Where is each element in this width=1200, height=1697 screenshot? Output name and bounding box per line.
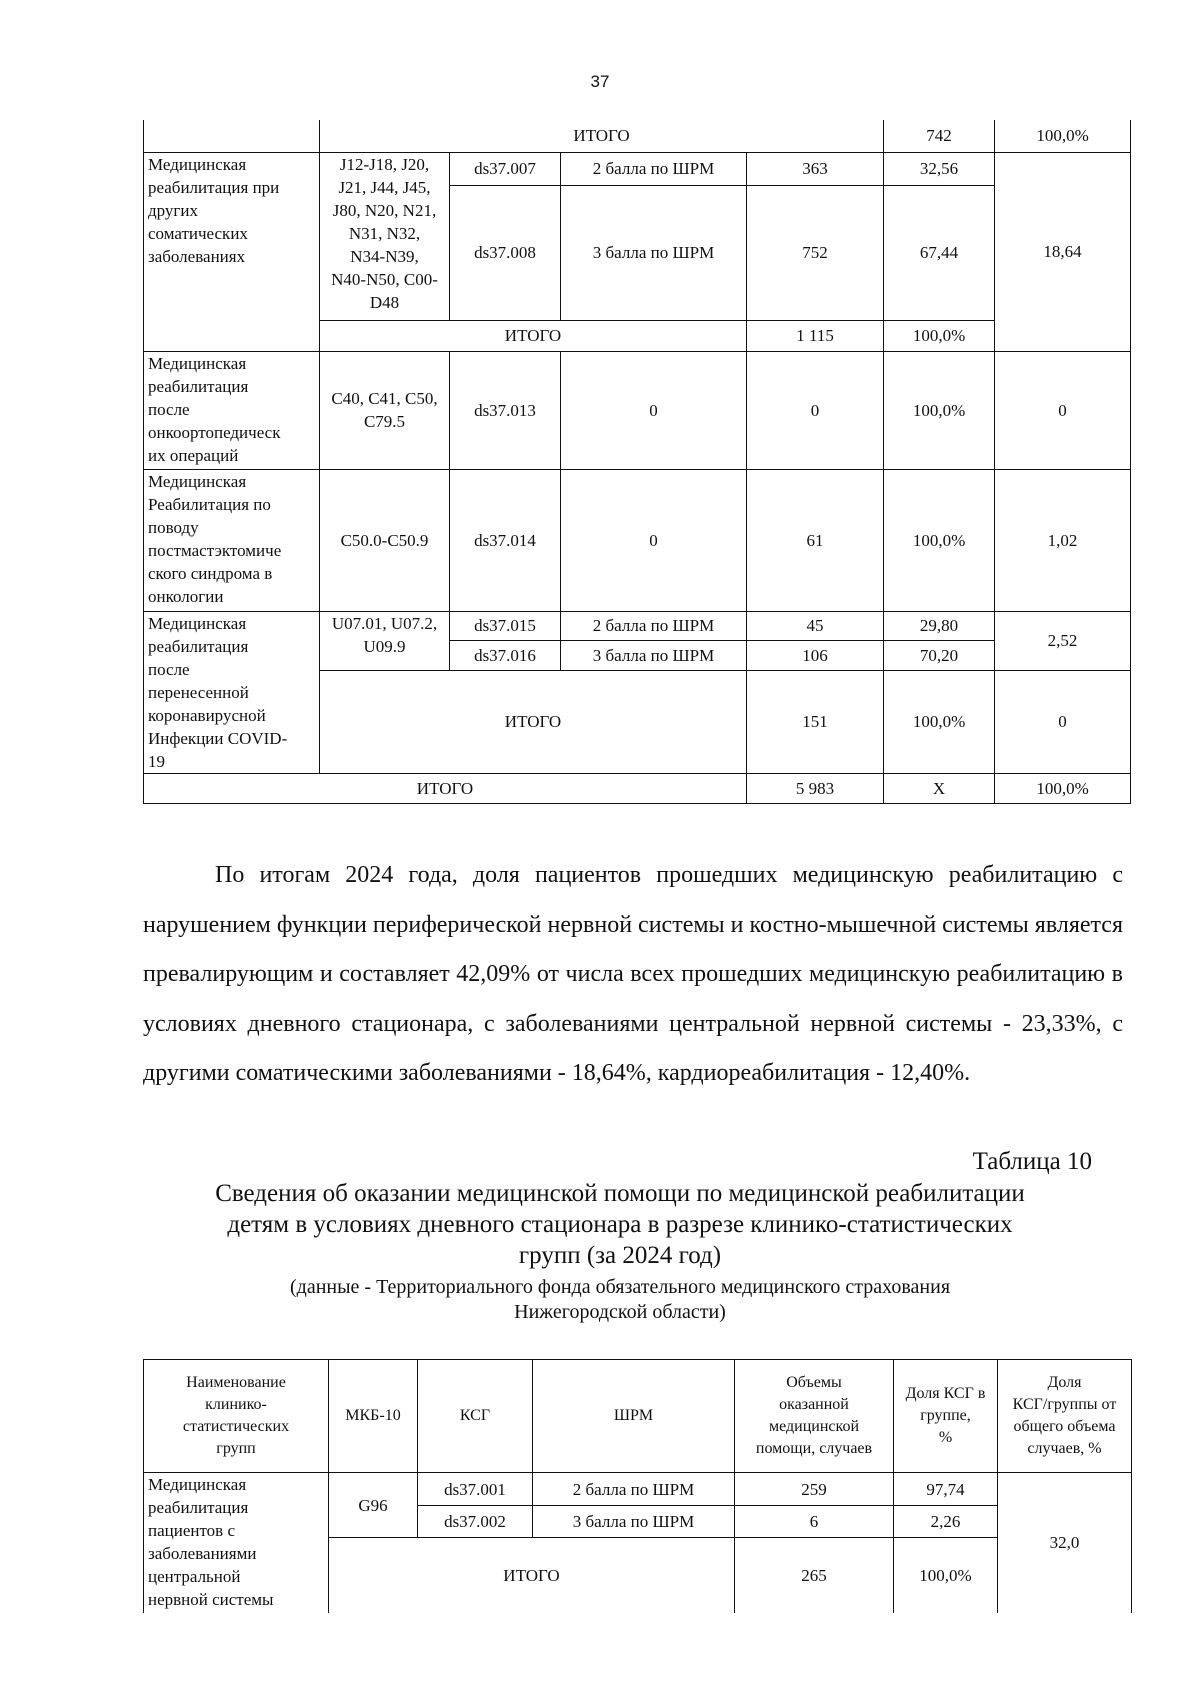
shrm-cell: 3 балла по ШРМ [533,1506,735,1538]
header-row [144,1360,1132,1473]
total-share-cell: 2,52 [995,611,1131,670]
total-share-cell: 0 [995,670,1131,773]
shrm-cell: 2 балла по ШРМ [561,611,747,640]
total-share-cell: 32,0 [998,1473,1132,1613]
mkb-codes: C40, C41, C50, C79.5 [320,351,450,469]
col-header-total-share: Доля КСГ/группы от общего объема случаев, % [998,1360,1132,1473]
volume-cell: 363 [747,152,884,185]
col-header-ksg: КСГ [418,1360,533,1473]
ksg-cell: ds37.015 [450,611,561,640]
mkb-codes: J12-J18, J20, J21, J44, J45, J80, N20, N21, N31, N32, N34-N39, N40-N50, C00- D48 [320,152,450,320]
ksg-cell: ds37.008 [450,185,561,320]
table-row [144,152,1131,185]
volume-cell: 6 [735,1506,894,1538]
table-row [144,1473,1132,1506]
col-header-share: Доля КСГ в группе, % [894,1360,998,1473]
ksg-cell: ds37.014 [450,469,561,611]
ksg-cell: ds37.016 [450,640,561,670]
volume-cell: 259 [735,1473,894,1506]
itogo-label: ИТОГО [329,1538,735,1613]
share-cell: 67,44 [884,185,995,320]
table-row [144,469,1131,611]
ksg-cell: ds37.013 [450,351,561,469]
shrm-cell: 0 [561,351,747,469]
shrm-cell: 2 балла по ШРМ [561,152,747,185]
ksg-cell: ds37.007 [450,152,561,185]
shrm-cell: 0 [561,469,747,611]
itogo-label: ИТОГО [144,773,747,803]
volume-cell: 752 [747,185,884,320]
ksg-cell: ds37.002 [418,1506,533,1538]
itogo-label: ИТОГО [320,670,747,773]
table-row [144,351,1131,469]
total-share-cell: 18,64 [995,152,1131,351]
volume-cell: 106 [747,640,884,670]
mkb-codes: G96 [329,1473,418,1538]
group-name: Медицинская реабилитация пациентов с заболеваниями центральной нервной системы [144,1473,329,1613]
mkb-codes: C50.0-C50.9 [320,469,450,611]
group-name: Медицинская реабилитация после онкоортопедическ их операций [144,351,320,469]
total-share-cell: 0 [995,351,1131,469]
share-cell: 29,80 [884,611,995,640]
shrm-cell: 3 балла по ШРМ [561,185,747,320]
share-cell: 100,0% [884,670,995,773]
table-number: Таблица 10 [972,1148,1092,1175]
volume-cell: 1 115 [747,320,884,351]
total-share-cell: 1,02 [995,469,1131,611]
volume-cell: 742 [884,120,995,152]
share-cell: X [884,773,995,803]
group-name: Медицинская реабилитация при других соматических заболеваниях [144,152,320,351]
share-cell: 100,0% [894,1538,998,1613]
volume-cell: 265 [735,1538,894,1613]
share-cell: 97,74 [894,1473,998,1506]
table-caption: Сведения об оказании медицинской помощи по медицинской реабилитации детям в условиях дневного стационара в разрезе клинико-статистических групп (за 2024 год) [215,1180,1025,1269]
shrm-cell: 2 балла по ШРМ [533,1473,735,1506]
itogo-label: ИТОГО [320,320,747,351]
table-row [144,120,1131,152]
table-row [144,611,1131,640]
shrm-cell: 3 балла по ШРМ [561,640,747,670]
share-cell: 100,0% [995,120,1131,152]
share-cell: 70,20 [884,640,995,670]
mkb-codes: U07.01, U07.2, U09.9 [320,611,450,670]
volume-cell: 61 [747,469,884,611]
children-rehab-table [143,1359,1132,1613]
share-cell: 100,0% [884,469,995,611]
itogo-label: ИТОГО [320,120,884,152]
volume-cell: 5 983 [747,773,884,803]
volume-cell: 45 [747,611,884,640]
share-cell: 100,0% [884,351,995,469]
group-name: Медицинская реабилитация после перенесенной коронавирусной Инфекции COVID- 19 [144,611,320,773]
grand-total-row [144,773,1131,803]
col-header-volume: Объемы оказанной медицинской помощи, случаев [735,1360,894,1473]
col-header-shrm: ШРМ [533,1360,735,1473]
summary-paragraph: По итогам 2024 года, доля пациентов прошедших медицинскую реабилитацию с нарушением функции периферической нервной системы и костно-мышечной системы является превалирующим и составляет 42,09% от числа всех прошедших медицинскую реабилитацию в условиях дневного стационара, с заболеваниями центральной нервной системы - 23,33%, с другими соматическими заболеваниями - 18,64%, кардиореабилитация - 12,40%. [143,862,1123,1086]
volume-cell: 0 [747,351,884,469]
group-name: Медицинская Реабилитация по поводу постмастэктомиче ского синдрома в онкологии [144,469,320,611]
table-source: (данные - Территориального фонда обязательного медицинского страхования Нижегородской области) [289,1276,951,1323]
share-cell: 100,0% [884,320,995,351]
col-header-group: Наименование клинико- статистических групп [144,1360,329,1473]
share-cell: 32,56 [884,152,995,185]
share-cell: 2,26 [894,1506,998,1538]
page-number: 37 [590,72,610,91]
volume-cell: 151 [747,670,884,773]
rehab-table-continued [143,120,1131,804]
ksg-cell: ds37.001 [418,1473,533,1506]
total-share-cell: 100,0% [995,773,1131,803]
col-header-mkb: МКБ-10 [329,1360,418,1473]
